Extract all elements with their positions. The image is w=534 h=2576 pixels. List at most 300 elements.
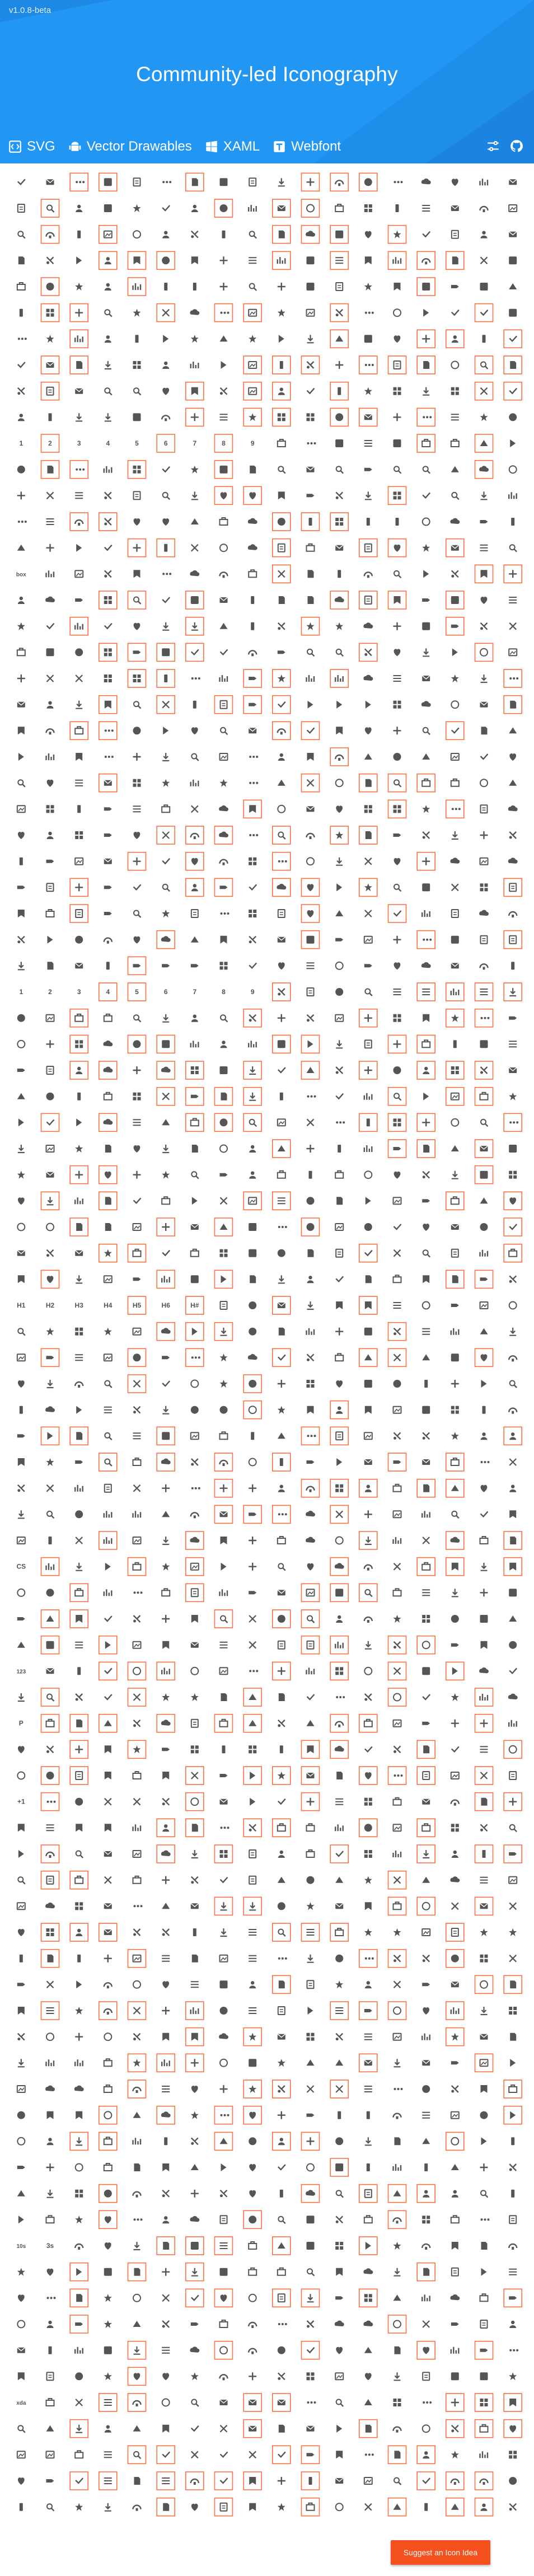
wrench-icon[interactable] [336,2034,343,2041]
file-document-icon[interactable] [388,356,406,374]
image-icon[interactable] [509,205,517,212]
dots-horizontal-icon[interactable] [273,853,291,870]
heart-icon[interactable] [134,936,140,944]
battery-icon[interactable] [367,2111,370,2119]
file-document-icon[interactable] [307,1980,314,1988]
star-icon[interactable] [162,910,170,917]
download-icon[interactable] [302,2289,320,2307]
arrow-right-icon[interactable] [509,1017,517,1020]
triangle-icon[interactable] [364,2399,372,2405]
account-icon[interactable] [47,2321,54,2328]
heart-icon[interactable] [47,2269,54,2276]
heart-icon[interactable] [394,962,401,969]
cloud-icon[interactable] [421,701,431,706]
file-document-icon[interactable] [359,2185,377,2203]
wrench-icon[interactable] [191,1877,198,1884]
chart-bar-icon[interactable] [41,1558,59,1576]
heart-icon[interactable] [394,335,401,343]
circle-outline-icon[interactable] [46,2033,54,2040]
star-icon[interactable] [335,622,343,630]
triangle-icon[interactable] [422,1877,430,1883]
plus-icon[interactable] [364,1510,372,1518]
briefcase-icon[interactable] [504,1244,522,1262]
circle-outline-icon[interactable] [191,1668,198,1675]
check-icon[interactable] [273,2446,291,2463]
circle-outline-icon[interactable] [215,2341,233,2359]
download-icon[interactable] [452,1589,458,1596]
image-icon[interactable] [364,1432,372,1439]
battery-icon[interactable] [280,2190,283,2198]
circle-icon[interactable] [394,1066,401,1074]
wrench-icon[interactable] [480,623,488,630]
briefcase-icon[interactable] [302,2498,320,2516]
magnify-icon[interactable] [359,1584,377,1601]
circle-icon[interactable] [394,753,401,761]
square-icon[interactable] [157,1427,175,1445]
star-icon[interactable] [220,1353,228,1361]
bookmark-icon[interactable] [221,936,227,944]
format-link-svg[interactable] [8,139,55,154]
circle-icon[interactable] [75,936,83,944]
text-label-icon[interactable] [128,983,146,1001]
cloud-icon[interactable] [157,2106,175,2124]
star-icon[interactable] [451,2451,459,2458]
menu-icon[interactable] [480,545,488,551]
briefcase-icon[interactable] [278,1171,285,1178]
bookmark-icon[interactable] [504,2394,522,2411]
play-icon[interactable] [423,570,429,578]
arrow-right-icon[interactable] [220,1173,228,1177]
image-icon[interactable] [133,1851,141,1857]
square-icon[interactable] [186,2237,204,2255]
square-icon[interactable] [422,622,430,630]
arrow-right-icon[interactable] [215,878,233,896]
menu-icon[interactable] [480,1746,488,1752]
chart-bar-icon[interactable] [191,1041,199,1047]
bookmark-icon[interactable] [365,1902,372,1910]
bookmark-icon[interactable] [162,1641,169,1649]
magnify-icon[interactable] [423,1250,430,1257]
wrench-icon[interactable] [273,2080,291,2098]
star-icon[interactable] [509,2372,517,2380]
circle-icon[interactable] [17,466,25,474]
wrench-icon[interactable] [446,2420,464,2438]
plus-icon[interactable] [70,1740,88,1758]
battery-icon[interactable] [483,1406,486,1414]
square-icon[interactable] [509,309,517,317]
chart-bar-icon[interactable] [364,1093,372,1100]
arrow-right-icon[interactable] [307,494,315,497]
account-icon[interactable] [221,1041,227,1048]
circle-icon[interactable] [75,1510,83,1518]
square-icon[interactable] [307,283,315,291]
heart-icon[interactable] [365,231,372,238]
email-icon[interactable] [215,1505,233,1523]
star-icon[interactable] [104,2320,112,2328]
menu-icon[interactable] [330,2002,348,2020]
plus-icon[interactable] [162,2268,170,2276]
image-icon[interactable] [335,2373,343,2380]
cloud-icon[interactable] [479,910,489,916]
square-icon[interactable] [509,1145,517,1153]
chart-bar-icon[interactable] [75,2059,83,2066]
check-icon[interactable] [417,2472,435,2490]
arrow-right-icon[interactable] [249,1591,256,1594]
square-icon[interactable] [249,2059,256,2067]
account-icon[interactable] [70,1061,88,1079]
file-icon[interactable] [99,1192,117,1210]
star-icon[interactable] [451,675,459,682]
battery-icon[interactable] [338,1145,341,1153]
wifi-icon[interactable] [364,572,372,578]
cloud-icon[interactable] [306,1511,315,1516]
briefcase-icon[interactable] [278,439,285,447]
text-label-icon[interactable] [75,1301,84,1309]
triangle-icon[interactable] [388,2498,406,2516]
chart-bar-icon[interactable] [475,1688,493,1706]
wrench-icon[interactable] [133,2034,140,2041]
play-icon[interactable] [41,1427,59,1445]
file-icon[interactable] [308,570,314,578]
download-icon[interactable] [162,1537,169,1544]
cloud-icon[interactable] [450,1876,460,1882]
dots-horizontal-icon[interactable] [215,2106,233,2124]
arrow-right-icon[interactable] [243,1505,261,1523]
arrow-right-icon[interactable] [133,1277,141,1281]
email-icon[interactable] [104,859,112,864]
text-label-icon[interactable] [99,983,117,1001]
circle-outline-icon[interactable] [128,1662,146,1680]
check-icon[interactable] [504,330,522,348]
battery-icon[interactable] [396,518,399,526]
heart-icon[interactable] [307,1563,314,1571]
view-grid-icon[interactable] [307,1380,315,1388]
wrench-icon[interactable] [162,2190,170,2198]
image-icon[interactable] [335,1224,343,1230]
heart-icon[interactable] [504,1192,522,1210]
star-icon[interactable] [99,1244,117,1262]
dots-horizontal-icon[interactable] [394,181,403,183]
cloud-icon[interactable] [248,544,257,550]
dots-horizontal-icon[interactable] [359,1950,377,1968]
download-icon[interactable] [221,1928,227,1936]
plus-icon[interactable] [162,1484,170,1492]
menu-icon[interactable] [215,2237,233,2255]
close-icon[interactable] [157,1088,175,1106]
briefcase-icon[interactable] [220,1432,228,1439]
file-icon[interactable] [279,1328,285,1336]
image-icon[interactable] [307,310,315,316]
download-icon[interactable] [162,1145,169,1153]
view-grid-icon[interactable] [480,883,488,891]
email-icon[interactable] [278,937,285,943]
triangle-icon[interactable] [335,2059,343,2066]
circle-outline-icon[interactable] [133,1981,140,1988]
check-icon[interactable] [423,1694,430,1699]
magnify-icon[interactable] [191,754,199,761]
wifi-icon[interactable] [249,650,256,656]
arrow-right-icon[interactable] [504,1845,522,1863]
wifi-icon[interactable] [302,1479,320,1497]
star-icon[interactable] [446,2028,464,2046]
wifi-icon[interactable] [417,251,435,269]
view-grid-icon[interactable] [220,1249,228,1257]
magnify-icon[interactable] [452,1511,459,1519]
check-icon[interactable] [134,1198,141,1203]
circle-icon[interactable] [41,1767,59,1785]
chart-bar-icon[interactable] [364,1145,372,1152]
email-icon[interactable] [451,963,459,968]
download-icon[interactable] [417,1845,435,1863]
triangle-icon[interactable] [451,1145,459,1151]
heart-icon[interactable] [99,2210,117,2228]
heart-icon[interactable] [162,1981,169,1988]
wifi-icon[interactable] [509,1408,517,1414]
square-icon[interactable] [451,1353,459,1361]
plus-icon[interactable] [278,2111,285,2119]
image-icon[interactable] [17,1903,25,1909]
close-icon[interactable] [509,1459,516,1465]
triangle-icon[interactable] [133,2321,141,2327]
chart-bar-icon[interactable] [422,2034,430,2040]
download-icon[interactable] [481,491,488,499]
circle-icon[interactable] [335,1955,343,1963]
image-icon[interactable] [220,1955,228,1962]
heart-icon[interactable] [191,2504,198,2511]
image-icon[interactable] [480,858,488,865]
square-icon[interactable] [451,2372,459,2380]
image-icon[interactable] [509,1877,517,1884]
wrench-icon[interactable] [364,1694,372,1701]
close-icon[interactable] [388,1348,406,1366]
chart-bar-icon[interactable] [307,1668,315,1674]
view-grid-icon[interactable] [273,408,291,426]
email-icon[interactable] [17,2348,25,2353]
email-icon[interactable] [509,232,517,237]
heart-icon[interactable] [18,1929,25,1936]
wifi-icon[interactable] [509,1356,517,1361]
plus-icon[interactable] [133,1066,141,1074]
plus-icon[interactable] [70,878,88,896]
plus-icon[interactable] [302,173,320,191]
file-document-icon[interactable] [452,231,458,238]
battery-icon[interactable] [359,1113,377,1131]
briefcase-icon[interactable] [480,1537,488,1544]
download-icon[interactable] [307,335,314,343]
view-grid-icon[interactable] [451,1824,459,1832]
close-icon[interactable] [394,1250,401,1257]
file-document-icon[interactable] [446,1923,464,1941]
star-icon[interactable] [480,1928,488,1936]
file-icon[interactable] [70,356,88,374]
wrench-icon[interactable] [336,492,343,499]
circle-icon[interactable] [307,1197,315,1205]
magnify-icon[interactable] [278,1563,285,1571]
magnify-icon[interactable] [243,1113,261,1131]
circle-outline-icon[interactable] [388,2002,406,2020]
arrow-right-icon[interactable] [451,1643,459,1647]
cloud-icon[interactable] [508,858,518,863]
image-icon[interactable] [364,936,372,943]
bookmark-icon[interactable] [18,2372,25,2380]
close-icon[interactable] [128,2002,146,2020]
account-icon[interactable] [249,1172,256,1179]
account-icon[interactable] [18,414,25,421]
download-icon[interactable] [278,178,285,186]
triangle-icon[interactable] [191,936,199,943]
square-icon[interactable] [186,591,204,609]
briefcase-icon[interactable] [162,805,170,812]
play-icon[interactable] [243,1767,261,1785]
email-icon[interactable] [273,199,291,217]
wrench-icon[interactable] [162,1798,170,1806]
bookmark-icon[interactable] [162,2163,169,2171]
wifi-icon[interactable] [364,1565,372,1571]
arrow-right-icon[interactable] [307,1460,315,1464]
star-icon[interactable] [273,669,291,687]
image-icon[interactable] [17,805,25,812]
file-document-icon[interactable] [105,1484,111,1492]
circle-outline-icon[interactable] [99,2106,117,2124]
email-icon[interactable] [46,179,54,185]
briefcase-icon[interactable] [104,2059,112,2066]
square-icon[interactable] [220,2268,228,2276]
square-icon[interactable] [220,1066,228,1074]
wrench-icon[interactable] [76,1694,83,1701]
triangle-icon[interactable] [191,2164,199,2170]
battery-icon[interactable] [309,1171,312,1179]
chart-bar-icon[interactable] [509,492,517,499]
wrench-icon[interactable] [278,623,285,630]
check-icon[interactable] [249,963,256,968]
circle-outline-icon[interactable] [446,2132,464,2150]
circle-outline-icon[interactable] [17,1041,25,1048]
email-icon[interactable] [17,702,25,708]
play-icon[interactable] [221,1563,227,1571]
star-icon[interactable] [128,2054,146,2072]
email-icon[interactable] [17,1250,25,1256]
menu-icon[interactable] [394,676,401,681]
heart-icon[interactable] [134,518,140,526]
email-icon[interactable] [191,1903,199,1909]
wifi-icon[interactable] [480,207,488,212]
square-icon[interactable] [307,2242,315,2250]
circle-outline-icon[interactable] [423,518,430,526]
dots-horizontal-icon[interactable] [105,756,114,758]
star-icon[interactable] [388,226,406,243]
briefcase-icon[interactable] [17,283,25,290]
cloud-icon[interactable] [450,518,460,524]
dots-horizontal-icon[interactable] [278,2323,287,2325]
format-link-webfont[interactable] [272,139,341,154]
briefcase-icon[interactable] [215,1715,233,1732]
cloud-icon[interactable] [99,1061,117,1079]
plus-icon[interactable] [394,413,401,421]
check-icon[interactable] [105,624,112,629]
close-icon[interactable] [394,1981,401,1988]
battery-icon[interactable] [135,335,139,343]
briefcase-icon[interactable] [186,1113,204,1131]
close-icon[interactable] [221,1197,227,1204]
battery-icon[interactable] [302,513,320,531]
bookmark-icon[interactable] [18,1458,25,1466]
account-icon[interactable] [191,1015,198,1022]
plus-icon[interactable] [475,1715,493,1732]
triangle-icon[interactable] [509,780,517,786]
circle-outline-icon[interactable] [336,1537,343,1544]
account-icon[interactable] [330,1401,348,1419]
view-grid-icon[interactable] [307,2033,315,2041]
menu-icon[interactable] [302,1923,320,1941]
menu-icon[interactable] [394,989,401,995]
email-icon[interactable] [249,728,256,733]
arrow-right-icon[interactable] [17,2166,25,2169]
wifi-icon[interactable] [186,2472,204,2490]
wrench-icon[interactable] [17,2034,25,2041]
close-icon[interactable] [475,1767,493,1785]
dots-horizontal-icon[interactable] [423,2401,432,2404]
wifi-icon[interactable] [41,1845,59,1863]
check-icon[interactable] [475,304,493,322]
magnify-icon[interactable] [307,649,315,657]
file-icon[interactable] [417,1140,435,1158]
view-grid-icon[interactable] [509,2007,517,2015]
play-icon[interactable] [192,1197,198,1205]
menu-icon[interactable] [273,1192,291,1210]
menu-icon[interactable] [133,1433,141,1439]
wifi-icon[interactable] [75,1382,83,1388]
wrench-icon[interactable] [509,1276,517,1283]
wrench-icon[interactable] [509,2164,517,2171]
plus-icon[interactable] [359,1009,377,1027]
file-document-icon[interactable] [359,591,377,609]
plus-icon[interactable] [278,1014,285,1022]
star-icon[interactable] [394,2242,401,2250]
image-icon[interactable] [278,1119,285,1126]
bookmark-icon[interactable] [162,2425,169,2433]
image-icon[interactable] [394,1197,401,1204]
dots-horizontal-icon[interactable] [278,1226,287,1228]
dots-horizontal-icon[interactable] [388,1767,406,1785]
briefcase-icon[interactable] [417,1819,435,1837]
play-icon[interactable] [18,1118,24,1126]
file-icon[interactable] [336,1197,343,1205]
cloud-icon[interactable] [190,309,199,315]
email-icon[interactable] [75,963,83,968]
view-grid-icon[interactable] [509,1171,517,1179]
check-icon[interactable] [105,545,112,550]
close-icon[interactable] [134,1485,140,1492]
magnify-icon[interactable] [481,2190,488,2198]
image-icon[interactable] [75,570,83,577]
close-icon[interactable] [76,1537,82,1544]
download-icon[interactable] [243,1061,261,1079]
battery-icon[interactable] [164,283,167,291]
circle-outline-icon[interactable] [46,1224,54,1231]
dots-horizontal-icon[interactable] [191,1487,200,1490]
check-icon[interactable] [302,722,320,739]
briefcase-icon[interactable] [46,2216,54,2223]
email-icon[interactable] [422,676,430,681]
close-icon[interactable] [157,304,175,322]
magnify-icon[interactable] [394,884,401,892]
battery-icon[interactable] [157,669,175,687]
square-icon[interactable] [509,256,517,264]
dots-horizontal-icon[interactable] [302,1427,320,1445]
square-icon[interactable] [451,936,459,944]
circle-outline-icon[interactable] [278,805,285,813]
magnify-icon[interactable] [278,2217,285,2224]
